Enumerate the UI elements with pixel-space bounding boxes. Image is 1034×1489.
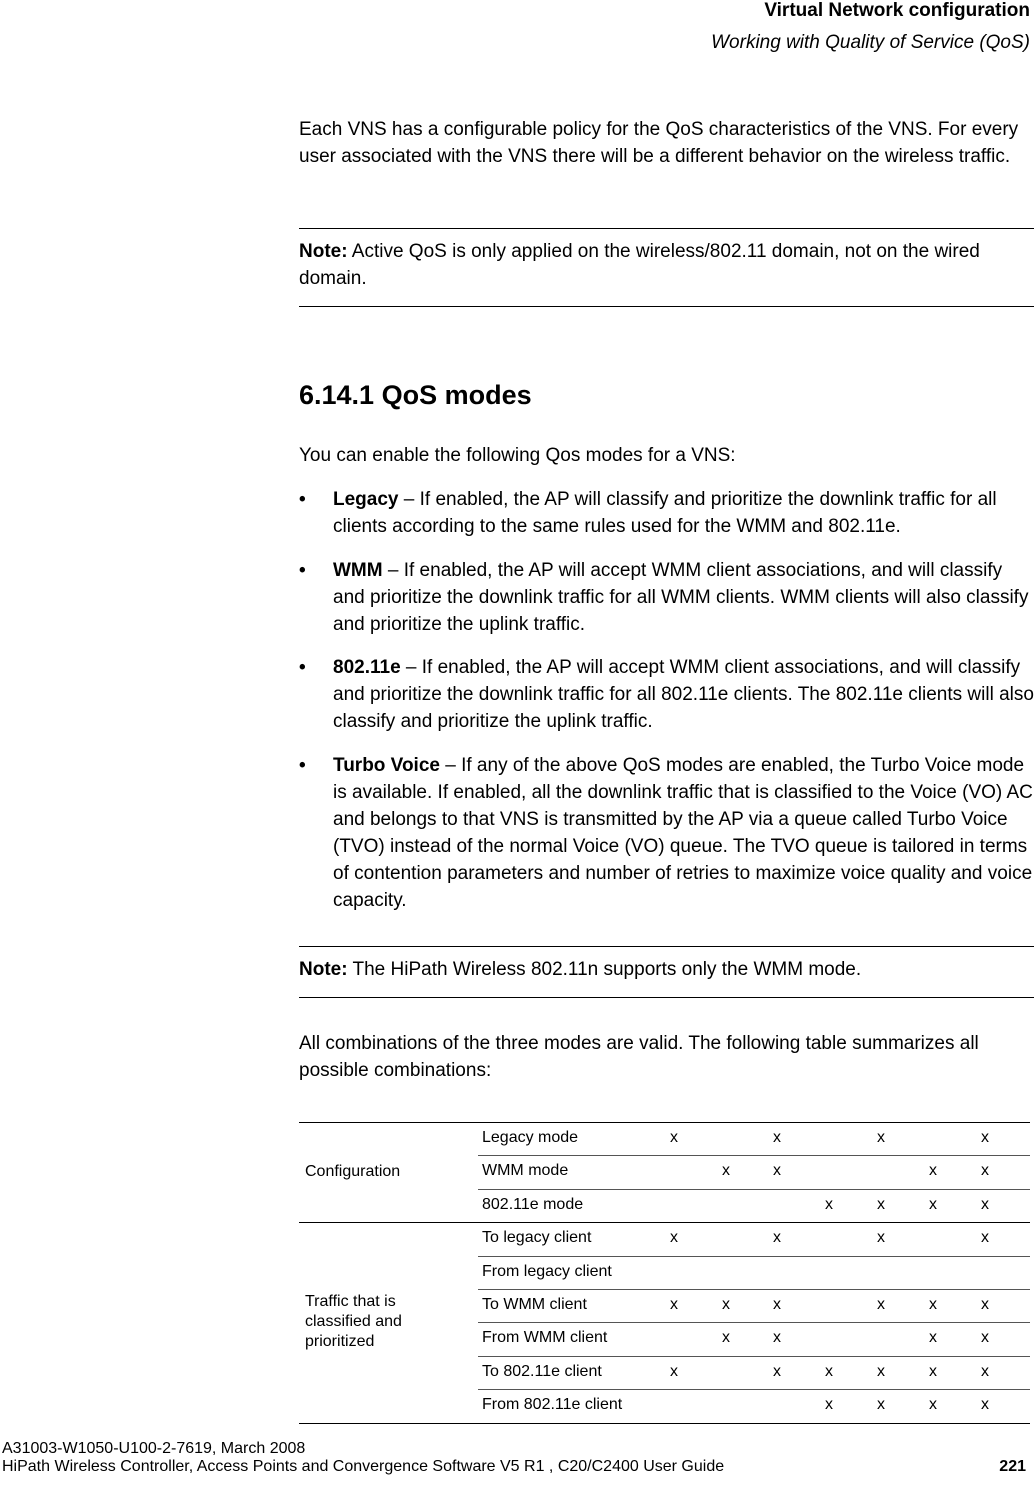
table-group-label: Traffic that is classified and prioritized bbox=[305, 1293, 402, 1351]
table-row-label: From 802.11e client bbox=[482, 1396, 623, 1414]
note2-bottom-rule bbox=[299, 997, 1034, 998]
table-row-label: From WMM client bbox=[482, 1329, 608, 1347]
table-cell-mark: x bbox=[981, 1129, 989, 1146]
bullet-text bbox=[333, 486, 1034, 540]
table-cell-mark: x bbox=[929, 1296, 937, 1313]
table-cell-mark: x bbox=[877, 1195, 885, 1213]
note-text: The HiPath Wireless 802.11n supports only the WMM mode. bbox=[347, 959, 862, 980]
running-header-title: Virtual Network configuration bbox=[764, 0, 1030, 21]
bullet-body: – If enabled, the AP will accept WMM client associations, and will classify and prioritize the downlink traffic for all 802.11e clients. The 802.11e clients will also classify and prioritize the uplink traffic. bbox=[333, 657, 1034, 732]
bullet-text bbox=[333, 654, 1034, 735]
footer-doc-id: A31003-W1050-U100-2-7619, March 2008 bbox=[2, 1440, 306, 1457]
table-cell-mark: x bbox=[773, 1329, 781, 1347]
note-label: Note: bbox=[299, 241, 348, 262]
table-cell-mark: x bbox=[877, 1129, 885, 1146]
table-cell-mark: x bbox=[773, 1296, 781, 1313]
running-header-subtitle: Working with Quality of Service (QoS) bbox=[711, 32, 1030, 53]
bullet-term: Legacy bbox=[333, 489, 399, 510]
table-row-label: WMM mode bbox=[482, 1162, 569, 1180]
table-row-rule bbox=[478, 1322, 1030, 1323]
table-cell-mark: x bbox=[773, 1362, 781, 1380]
table-cell-mark: x bbox=[670, 1129, 678, 1146]
note-label: Note: bbox=[299, 959, 348, 980]
note-top-rule bbox=[299, 228, 1034, 229]
table-cell-mark: x bbox=[722, 1162, 730, 1180]
note-80211n bbox=[299, 956, 1034, 983]
table-cell-mark: x bbox=[825, 1362, 833, 1380]
table-cell-mark: x bbox=[981, 1229, 989, 1247]
section-lead: You can enable the following Qos modes for a VNS: bbox=[299, 445, 736, 466]
footer-guide-title: HiPath Wireless Controller, Access Points and Convergence Software V5 R1 , C20/C2400 User Guide bbox=[2, 1458, 725, 1475]
table-row-label: From legacy client bbox=[482, 1262, 612, 1280]
table-row-rule bbox=[478, 1356, 1030, 1357]
bullet-body: – If any of the above QoS modes are enabled, the Turbo Voice mode is available. If enabled, all the downlink traffic that is classified to the Voice (VO) AC and belongs to that VNS is transmitted by the AP via a queue called Turbo Voice (TVO) instead of the normal Voice (VO) queue. The TVO queue is tailored in terms of contention parameters and number of retries to maximize voice quality and voice capacity. bbox=[333, 755, 1033, 911]
table-cell-mark: x bbox=[722, 1296, 730, 1313]
note2-top-rule bbox=[299, 946, 1034, 947]
table-cell-mark: x bbox=[981, 1396, 989, 1414]
table-row-label: 802.11e mode bbox=[482, 1195, 584, 1213]
note-text: Active QoS is only applied on the wireless/802.11 domain, not on the wired domain. bbox=[299, 241, 980, 289]
table-cell-mark: x bbox=[722, 1329, 730, 1347]
table-cell-mark: x bbox=[773, 1129, 781, 1146]
table-row-rule bbox=[478, 1389, 1030, 1390]
table-cell-mark: x bbox=[670, 1296, 678, 1313]
bullet-term: Turbo Voice bbox=[333, 755, 440, 776]
note-active-qos bbox=[299, 238, 1034, 292]
table-cell-mark: x bbox=[929, 1362, 937, 1380]
table-cell-mark: x bbox=[929, 1329, 937, 1347]
table-row-rule bbox=[478, 1289, 1030, 1290]
bullet-text bbox=[333, 557, 1034, 638]
bullet-marker: • bbox=[299, 489, 306, 510]
bullet-body: – If enabled, the AP will classify and prioritize the downlink traffic for all clients according to the same rules used for the WMM and 802.11e. bbox=[333, 489, 997, 537]
table-cell-mark: x bbox=[981, 1162, 989, 1180]
intro-paragraph: Each VNS has a configurable policy for the QoS characteristics of the VNS. For every user associated with the VNS there will be a different behavior on the wireless traffic. bbox=[299, 119, 1019, 167]
table-cell-mark: x bbox=[981, 1195, 989, 1213]
bullet-marker: • bbox=[299, 657, 306, 678]
table-row-label: Legacy mode bbox=[482, 1129, 579, 1146]
bullet-marker: • bbox=[299, 755, 306, 776]
table-cell-mark: x bbox=[773, 1229, 781, 1247]
bullet-legacy bbox=[299, 486, 1034, 542]
bullet-body: – If enabled, the AP will accept WMM client associations, and will classify and prioritize the downlink traffic for all WMM clients. WMM clients will also classify and prioritize the uplink traffic. bbox=[333, 560, 1029, 635]
table-cell-mark: x bbox=[929, 1195, 937, 1213]
table-cell-mark: x bbox=[773, 1162, 781, 1180]
page-number: 221 bbox=[999, 1458, 1026, 1475]
bullet-text bbox=[333, 752, 1034, 914]
table-row-label: To 802.11e client bbox=[482, 1362, 602, 1380]
bullet-marker: • bbox=[299, 560, 306, 581]
table-cell-mark: x bbox=[877, 1396, 885, 1414]
table-row-rule bbox=[478, 1155, 1030, 1156]
table-row-rule bbox=[478, 1256, 1030, 1257]
table-cell-mark: x bbox=[877, 1229, 885, 1247]
table-cell-mark: x bbox=[929, 1396, 937, 1414]
section-heading: 6.14.1 QoS modes bbox=[299, 380, 532, 410]
bullet-wmm bbox=[299, 557, 1034, 641]
table-cell-mark: x bbox=[825, 1396, 833, 1414]
table-cell-mark: x bbox=[670, 1229, 678, 1247]
table-cell-mark: x bbox=[981, 1296, 989, 1313]
bullet-term: 802.11e bbox=[333, 657, 401, 678]
table-row-label: To WMM client bbox=[482, 1296, 587, 1313]
note-bottom-rule bbox=[299, 306, 1034, 307]
table-cell-mark: x bbox=[670, 1362, 678, 1380]
bullet-80211e bbox=[299, 654, 1034, 738]
table-cell-mark: x bbox=[825, 1195, 833, 1213]
table-cell-mark: x bbox=[981, 1362, 989, 1380]
bullet-turbo-voice bbox=[299, 752, 1034, 918]
table-cell-mark: x bbox=[929, 1162, 937, 1180]
table-cell-mark: x bbox=[877, 1296, 885, 1313]
table-group-rule bbox=[299, 1423, 1030, 1424]
combinations-paragraph: All combinations of the three modes are valid. The following table summarizes all possible combinations: bbox=[299, 1033, 979, 1081]
table-cell-mark: x bbox=[877, 1362, 885, 1380]
table-group-label: Configuration bbox=[305, 1163, 401, 1181]
table-cell-mark: x bbox=[981, 1329, 989, 1347]
table-row-rule bbox=[478, 1189, 1030, 1190]
table-row-label: To legacy client bbox=[482, 1229, 592, 1247]
bullet-term: WMM bbox=[333, 560, 383, 581]
